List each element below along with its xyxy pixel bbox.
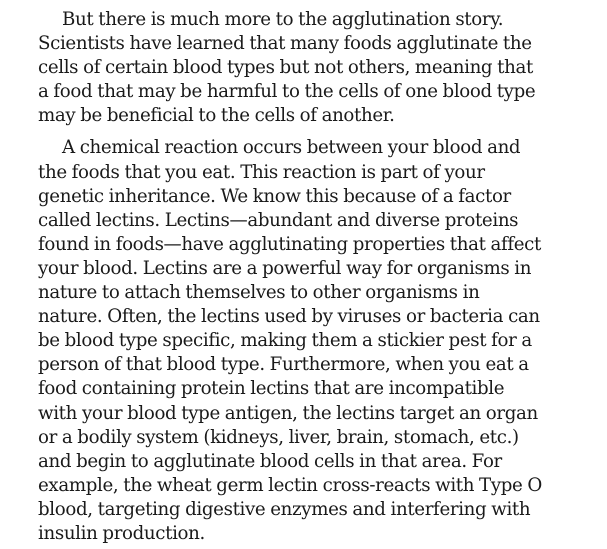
text-line: nature to attach themselves to other organisms in — [38, 282, 480, 304]
paragraph-agglutination-story — [38, 8, 558, 128]
text-line: food containing protein lectins that are incompatible — [38, 378, 505, 400]
text-line: or a bodily system (kidneys, liver, brain, stomach, etc.) — [38, 426, 519, 448]
text-line: be blood type specific, making them a stickier pest for a — [38, 330, 532, 352]
text-line: blood, targeting digestive enzymes and interfering with — [38, 498, 531, 520]
text-line: person of that blood type. Furthermore, when you eat a — [38, 354, 529, 376]
document-page — [38, 8, 558, 546]
text-line: and begin to agglutinate blood cells in that area. For — [38, 450, 502, 472]
text-line: the foods that you eat. This reaction is part of your — [38, 161, 485, 183]
text-line: may be beneficial to the cells of another. — [38, 105, 395, 127]
text-line: insulin production. — [38, 522, 205, 544]
text-line: your blood. Lectins are a powerful way for organisms in — [38, 257, 532, 279]
text-line: a food that may be harmful to the cells of one blood type — [38, 81, 536, 103]
text-line: cells of certain blood types but not others, meaning that — [38, 57, 533, 79]
text-line: with your blood type antigen, the lectins target an organ — [38, 402, 538, 424]
text-line: Scientists have learned that many foods agglutinate the — [38, 33, 532, 55]
text-line: genetic inheritance. We know this because of a factor — [38, 185, 511, 207]
text-line: nature. Often, the lectins used by viruses or bacteria can — [38, 306, 540, 328]
text-line: But there is much more to the agglutination story. — [62, 9, 504, 30]
text-line: found in foods—have agglutinating properties that affect — [38, 233, 541, 255]
text-line: called lectins. Lectins—abundant and diverse proteins — [38, 209, 519, 231]
text-line: example, the wheat germ lectin cross-reacts with Type O — [38, 474, 542, 496]
text-line: A chemical reaction occurs between your blood and — [62, 137, 521, 159]
paragraph-lectins — [38, 136, 558, 546]
